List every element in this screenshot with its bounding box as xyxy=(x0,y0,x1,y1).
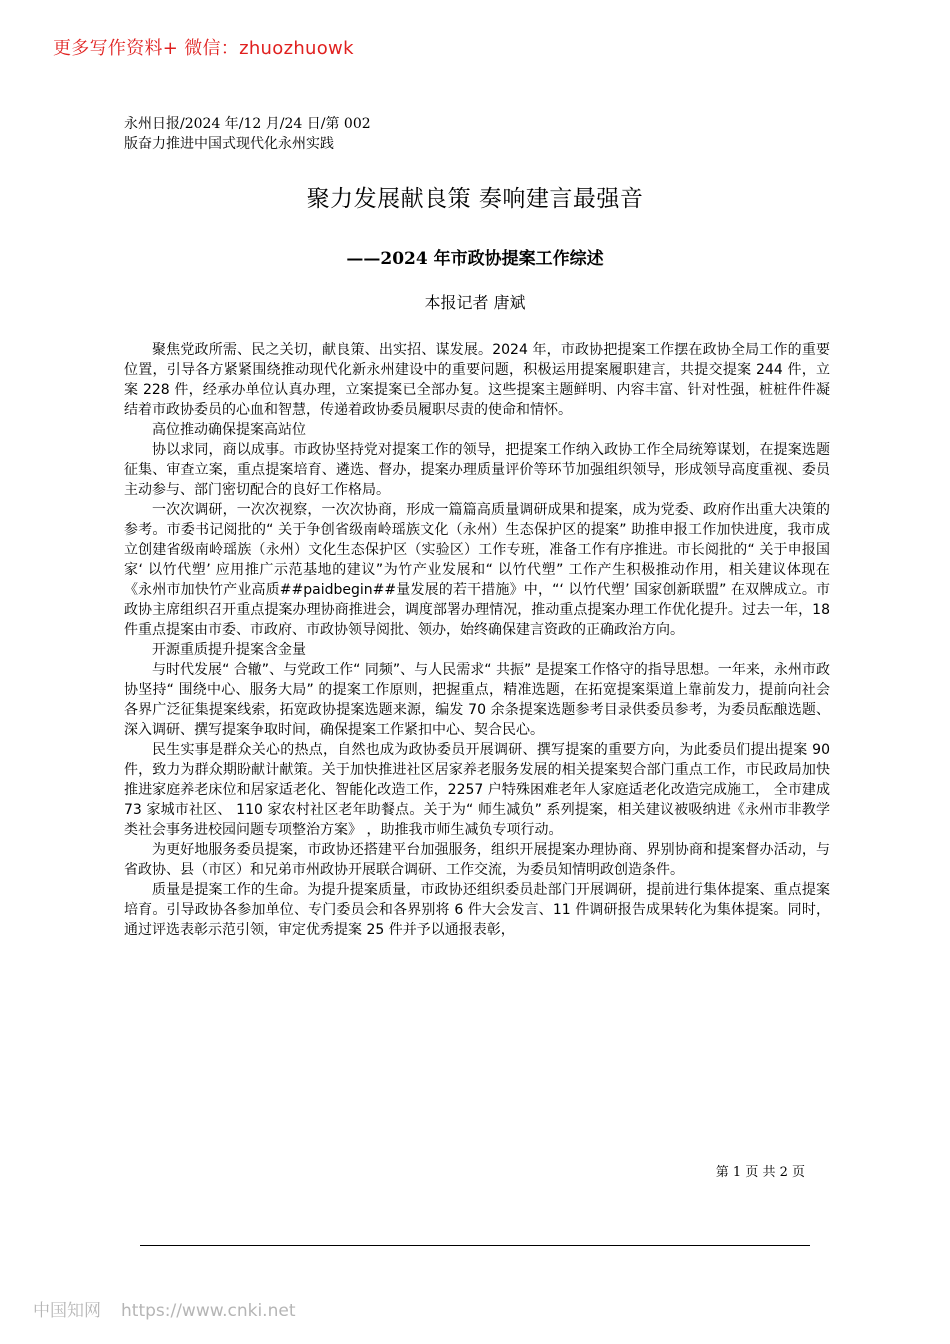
source-line-2: 版奋力推进中国式现代化永州实践 xyxy=(124,136,334,152)
paragraph: 民生实事是群众关心的热点，自然也成为政协委员开展调研、撰写提案的重要方向，为此委员们提出提案 90 件，致力为群众期盼献计献策。关于加快推进社区居家养老服务发展的相关提案契合部门重点工作，市民政局加快推进家庭养老床位和居家适老化、智能化改造工作，2257 户特殊困难老年人家庭适老化改造完成施工， 全市建成 73 家城市社区、 110 家农村社区老年助餐点。关于为“ 师生减负” 系列提案，相关建议被吸纳进《永州市非教学类社会事务进校园问题专项整治方案》 ，助推我市师生减负专项行动。 xyxy=(124,742,830,838)
section-heading: 高位推动确保提案高站位 xyxy=(152,422,306,438)
footer-divider xyxy=(140,1245,810,1246)
paragraph: 协以求同，商以成事。市政协坚持党对提案工作的领导，把提案工作纳入政协工作全局统筹谋划，在提案选题征集、审查立案，重点提案培育、遴选、督办，提案办理质量评价等环节加强组织领导，形成领导高度重视、委员主动参与、部门密切配合的良好工作格局。 xyxy=(124,442,830,498)
article-title: 聚力发展献良策 奏响建言最强音 xyxy=(306,186,644,212)
paragraph: 与时代发展“ 合辙”、与党政工作“ 同频”、与人民需求“ 共振” 是提案工作恪守的指导思想。一年来，永州市政协坚持“ 围绕中心、服务大局” 的提案工作原则，把握重点，精准选题，在拓宽提案渠道上靠前发力，提前向社会各界广泛征集提案线索，拓宽政协提案选题来源，编发 70 余条提案选题参考目录供委员参考，为委员酝酿选题、深入调研、撰写提案争取时间，确保提案工作紧扣中心、契合民心。 xyxy=(124,662,830,738)
paragraph: 为更好地服务委员提案，市政协还搭建平台加强服务，组织开展提案办理协商、界别协商和提案督办活动，与省政协、县（市区）和兄弟市州政协开展联合调研、工作交流，为委员知情明政创造条件。 xyxy=(124,842,830,878)
source-line-1: 永州日报/2024 年/12 月/24 日/第 002 xyxy=(124,116,371,132)
paragraph: 一次次调研，一次次视察，一次次协商，形成一篇篇高质量调研成果和提案，成为党委、政府作出重大决策的参考。市委书记阅批的“ 关于争创省级南岭瑶族文化（永州）生态保护区的提案” 助推申报工作加快进度，我市成立创建省级南岭瑶族（永州）文化生态保护区（实验区）工作专班，准备工作有序推进。市长阅批的“ 关于申报国家‘ 以竹代塑’ 应用推广示范基地的建议”为竹产业发展和“ 以竹代塑” 工作产生积极推动作用，相关建议体现在《永州市加快竹产业高质##paidbegin##量发展的若干措施》中，“‘ 以竹代塑’ 国家创新联盟” 在双牌成立。市政协主席组织召开重点提案办理协商推进会，调度部署办理情况，推动重点提案办理工作优化提升。过去一年，18 件重点提案由市委、市政府、市政协领导阅批、领办，始终确保建言资政的正确政治方向。 xyxy=(124,502,830,638)
watermark-url: https://www.cnki.net xyxy=(121,1301,296,1321)
page-number: 第 1 页 共 2 页 xyxy=(715,1165,805,1180)
paragraph: 聚焦党政所需、民之关切，献良策、出实招、谋发展。2024 年，市政协把提案工作摆在政协全局工作的重要位置，引导各方紧紧围绕推动现代化新永州建设中的重要问题，积极运用提案履职建言，共提交提案 244 件，立案 228 件，经承办单位认真办理，立案提案已全部办复。这些提案主题鲜明、内容丰富、针对性强，桩桩件件凝结着市政协委员的心血和智慧，传递着政协委员履职尽责的使命和情怀。 xyxy=(124,342,830,418)
cnki-watermark xyxy=(33,1296,295,1321)
article-byline: 本报记者 唐斌 xyxy=(424,293,526,312)
article-body xyxy=(124,340,830,940)
promo-banner: 更多写作资料+ 微信：zhuozhuowk xyxy=(53,38,354,59)
section-heading: 开源重质提升提案含金量 xyxy=(152,642,306,658)
article-subtitle: ——2024 年市政协提案工作综述 xyxy=(346,249,604,269)
watermark-site-name: 中国知网 xyxy=(33,1301,101,1321)
paragraph: 质量是提案工作的生命。为提升提案质量，市政协还组织委员赴部门开展调研，提前进行集体提案、重点提案培育。引导政协各参加单位、专门委员会和各界别将 6 件大会发言、11 件调研报告成果转化为集体提案。同时，通过评选表彰示范引领，审定优秀提案 25 件并予以通报表彰， xyxy=(124,882,830,938)
